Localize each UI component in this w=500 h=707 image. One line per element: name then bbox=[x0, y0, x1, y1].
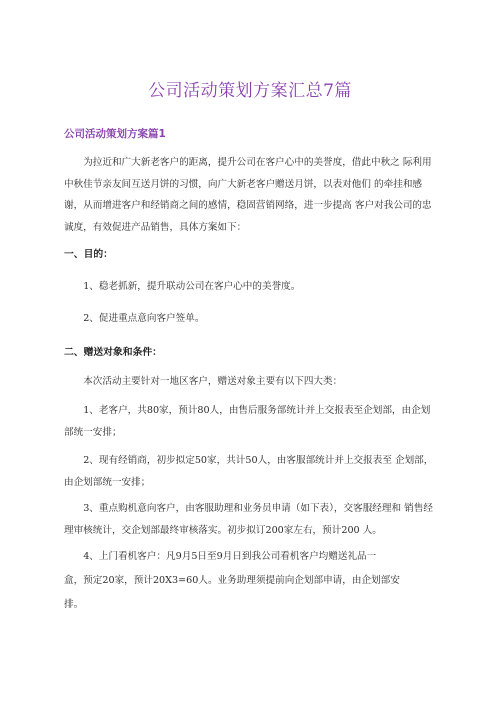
intro-paragraph: 为拉近和广大新老客户的距离，提升公司在客户心中的美誉度，借此中秋之 际利用中秋佳节亲友间互送月饼的习惯，向广大新老客户赠送月饼，以表对他们 的牵挂和感谢，从而增进客户和经销商之间的感情，稳固营销网络，进一步提高 客户对我公司的忠诚度，有效促进产品销售，具体方案如下： bbox=[64, 157, 432, 233]
recipient-item-4-line-3: 排。 bbox=[64, 599, 84, 610]
goal-item-1: 1、稳老抓新，提升联动公司在客户心中的美誉度。 bbox=[83, 281, 301, 292]
recipient-item-1: 1、老客户，共80家，预计80人，由售后服务部统计并上交报表至企划部，由企划部统一安排； bbox=[64, 405, 431, 438]
recipient-item-4-line-2: 盒，预定20家，预计20X3=60人。业务助理须提前向企划部申请，由企划部安 bbox=[64, 575, 400, 586]
recipient-item-2: 2、现有经销商，初步拟定50家，共计50人，由客服部统计并上交报表至 企划部，由企划部统一安排； bbox=[64, 455, 434, 488]
page-title: 公司活动策划方案汇总7篇 bbox=[148, 81, 352, 101]
recipient-item-3: 3、重点购机意向客户，由客服助理和业务员申请（如下表），交客服经理和 销售经理审核统计，交企划部最终审核落实。初步拟订200家左右，预计200 人。 bbox=[64, 503, 433, 536]
section-title: 公司活动策划方案篇1 bbox=[64, 128, 166, 140]
heading-purpose: 一、目的： bbox=[64, 249, 113, 260]
scope-paragraph: 本次活动主要针对一地区客户，赠送对象主要有以下四大类： bbox=[83, 376, 343, 387]
heading-recipients: 二、赠送对象和条件： bbox=[64, 347, 162, 358]
recipient-item-4-line-1: 4、上门看机客户：凡9月5日至9月日到我公司看机客户均赠送礼品一 bbox=[83, 551, 377, 562]
goal-item-2: 2、促进重点意向客户签单。 bbox=[83, 313, 205, 324]
